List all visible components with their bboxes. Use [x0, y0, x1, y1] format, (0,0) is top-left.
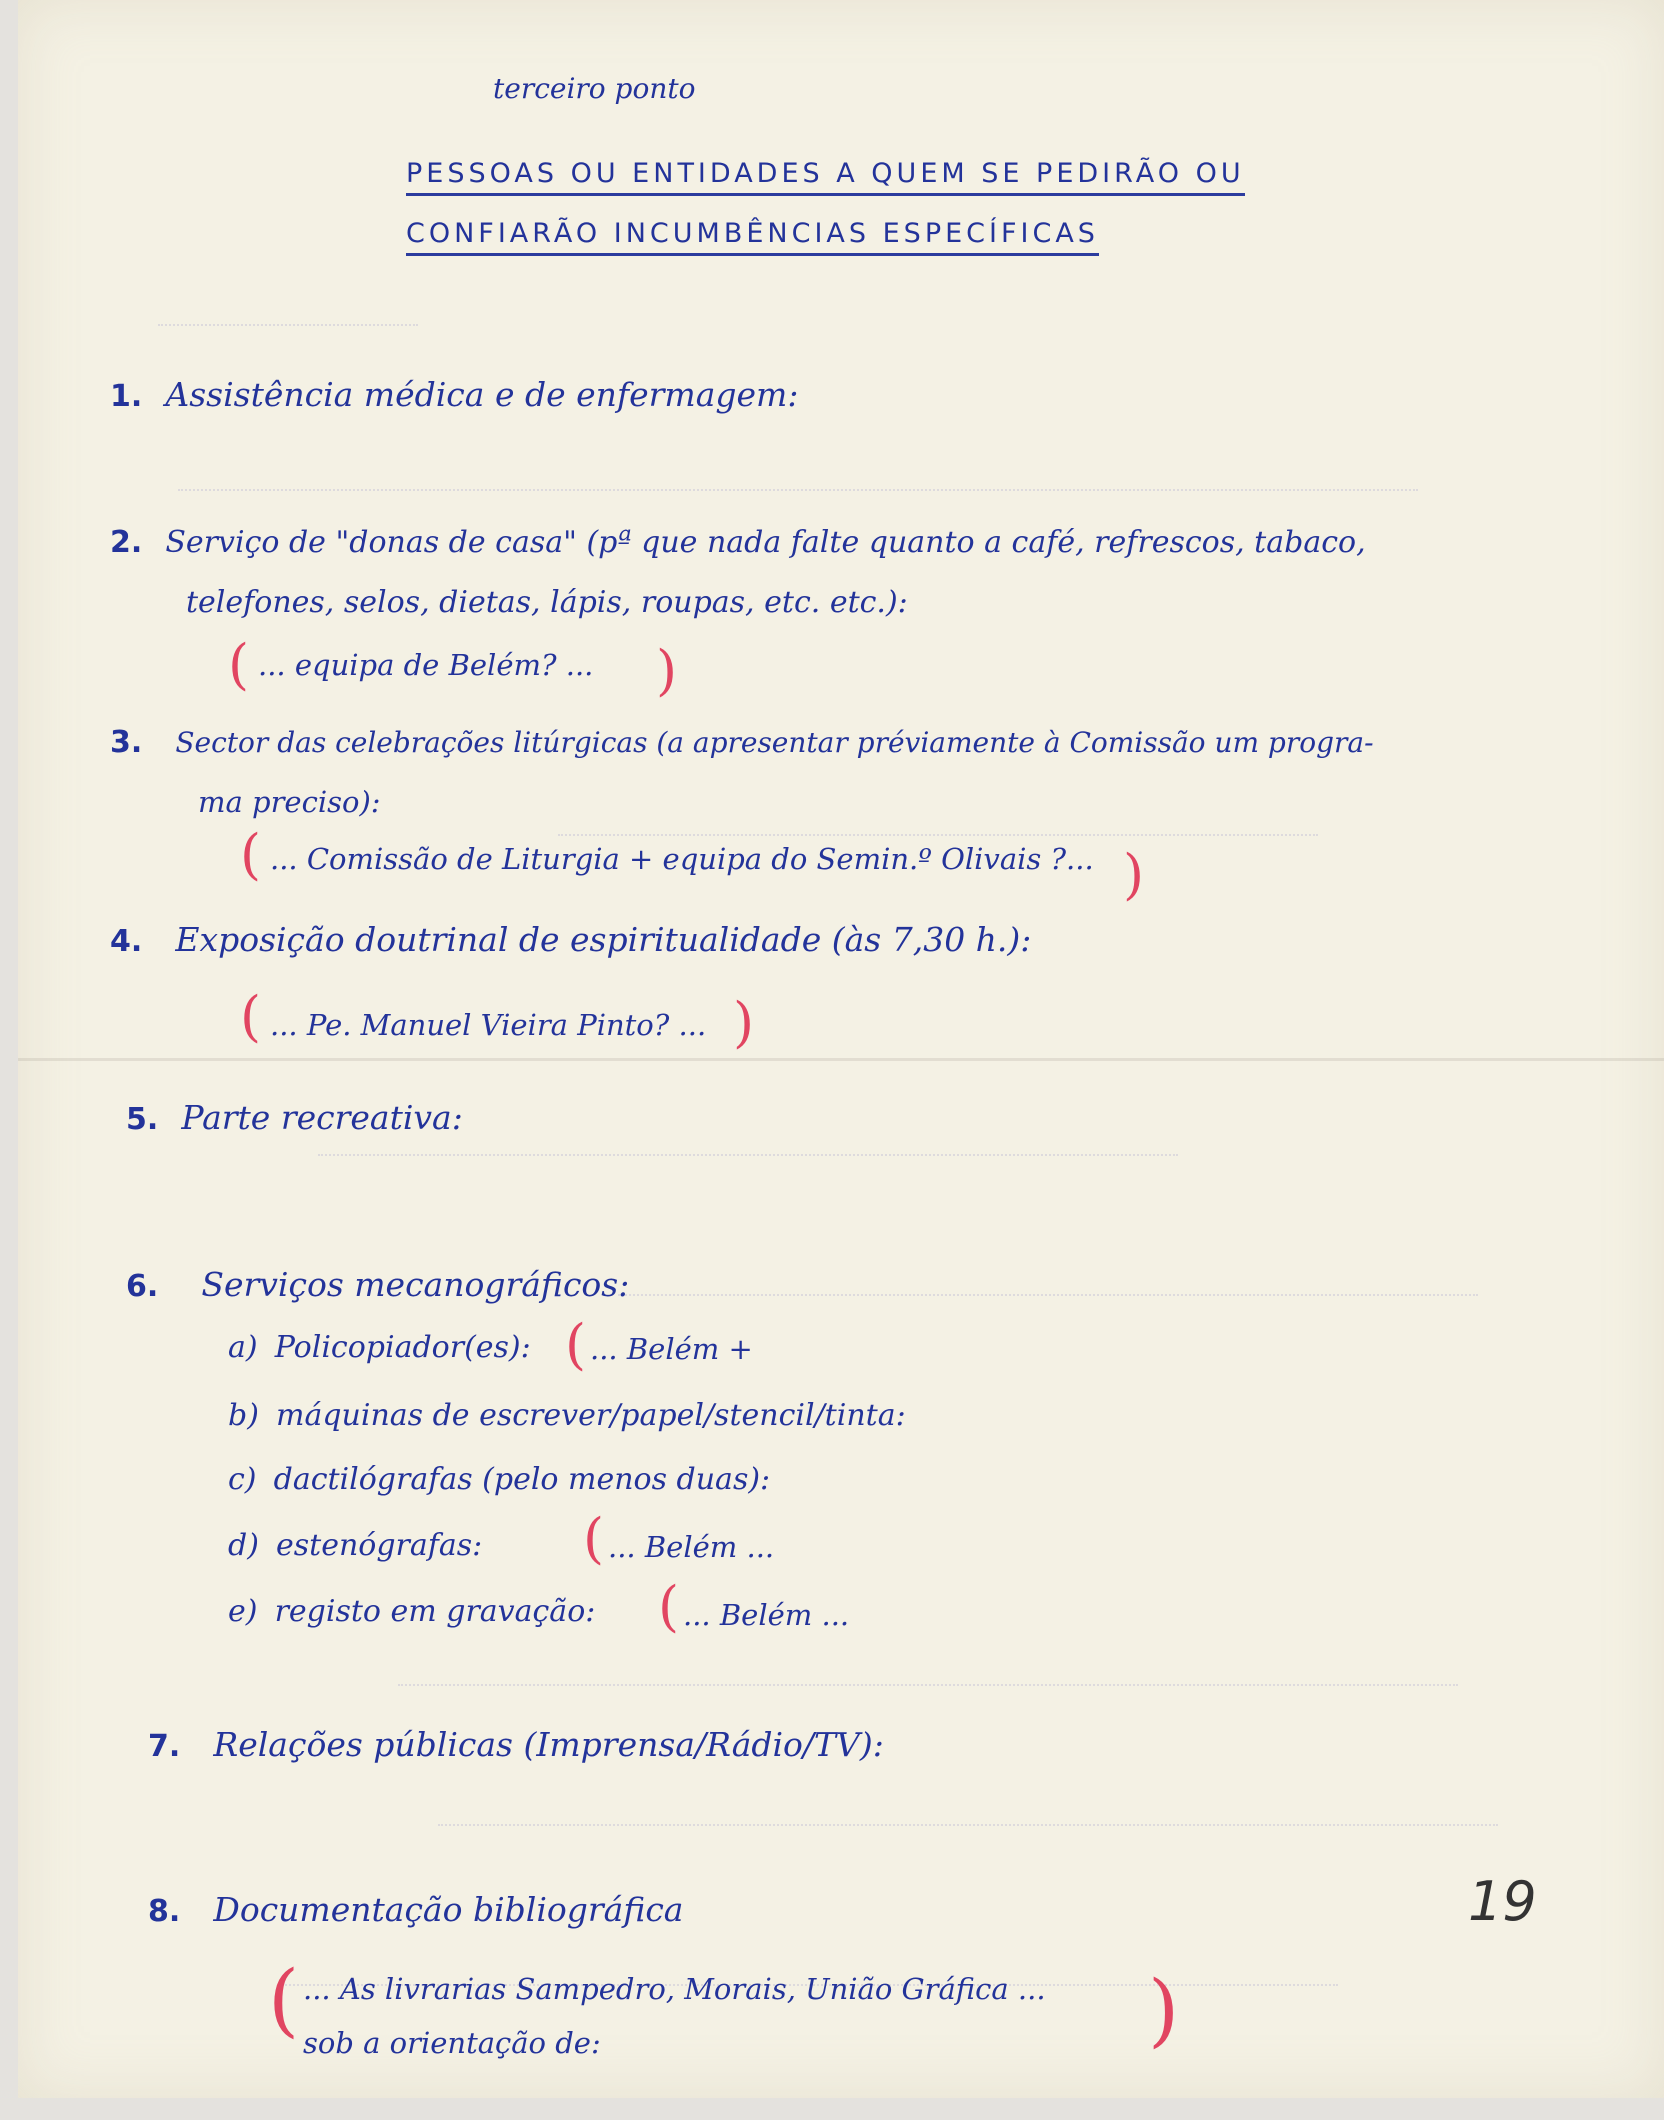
- list-item-2-continuation: telefones, selos, dietas, lápis, roupas, etc. etc.):: [186, 585, 908, 620]
- document-subtitle: terceiro ponto: [493, 72, 696, 105]
- document-page: [18, 0, 1664, 2098]
- bleed-through-texture: [558, 810, 1318, 836]
- item-number: 5.: [126, 1102, 159, 1137]
- red-bracket-open: (: [583, 1507, 605, 1570]
- subitem-e-note: ... Belém ...: [683, 1598, 850, 1632]
- red-bracket-open: (: [565, 1313, 587, 1376]
- item-text: Parte recreativa:: [181, 1098, 463, 1137]
- item-text: Serviço de "donas de casa" (pª que nada falte quanto a café, refrescos, tabaco,: [165, 525, 1366, 560]
- item-number: 6.: [126, 1269, 159, 1304]
- list-item-2: [110, 525, 1366, 560]
- item-text: Sector das celebrações litúrgicas (a apresentar préviamente à Comissão um progra-: [175, 726, 1374, 759]
- list-item-3-continuation: ma preciso):: [198, 785, 381, 819]
- subitem-letter: b): [228, 1398, 259, 1433]
- fold-crease: [18, 1058, 1664, 1061]
- red-bracket-open: (: [658, 1575, 680, 1638]
- list-item-1: [110, 375, 798, 414]
- item-text: Serviços mecanográficos:: [201, 1265, 630, 1304]
- subitem-text: Policopiador(es):: [274, 1330, 531, 1365]
- red-bracket-close: ): [1148, 1963, 1180, 2056]
- red-bracket-open: (: [240, 823, 262, 886]
- red-bracket-open: (: [228, 633, 250, 696]
- item-4-note: ... Pe. Manuel Vieira Pinto? ...: [270, 1008, 707, 1042]
- list-item-4: [110, 920, 1031, 959]
- subitem-text: dactilógrafas (pelo menos duas):: [273, 1462, 771, 1497]
- subitem-d-note: ... Belém ...: [608, 1530, 775, 1564]
- page-number: 19: [1468, 1870, 1537, 1933]
- red-bracket-close: ): [733, 991, 755, 1054]
- bleed-through-texture: [398, 1660, 1458, 1686]
- bleed-through-texture: [618, 1270, 1478, 1296]
- list-item-8: [148, 1890, 683, 1929]
- subitem-d: [228, 1528, 482, 1563]
- red-bracket-close: ): [656, 639, 678, 702]
- red-bracket-close: ): [1123, 843, 1145, 906]
- subitem-c: [228, 1462, 770, 1497]
- document-title-line-1: PESSOAS OU ENTIDADES A QUEM SE PEDIRÃO OU: [406, 158, 1245, 196]
- subitem-letter: d): [228, 1528, 259, 1563]
- subitem-a-note: ... Belém +: [590, 1332, 753, 1366]
- subitem-e: [228, 1594, 595, 1629]
- item-3-note: ... Comissão de Liturgia + equipa do Semin.º Olivais ?...: [270, 842, 1094, 876]
- red-bracket-open: (: [240, 985, 262, 1048]
- list-item-5: [126, 1098, 463, 1137]
- bleed-through-texture: [438, 1800, 1498, 1826]
- subitem-text: estenógrafas:: [276, 1528, 483, 1563]
- list-item-3: [110, 725, 1374, 760]
- item-text: Exposição doutrinal de espiritualidade (às 7,30 h.):: [175, 920, 1032, 959]
- item-number: 2.: [110, 525, 143, 560]
- subitem-letter: e): [228, 1594, 258, 1629]
- item-2-note: ... equipa de Belém? ...: [258, 648, 594, 682]
- item-number: 7.: [148, 1729, 181, 1764]
- list-item-7: [148, 1725, 884, 1764]
- item-8-note-line-2: sob a orientação de:: [303, 2026, 601, 2060]
- red-bracket-open: (: [268, 1953, 300, 2046]
- document-title-line-2: CONFIARÃO INCUMBÊNCIAS ESPECÍFICAS: [406, 218, 1099, 256]
- item-number: 3.: [110, 725, 143, 760]
- subitem-a: [228, 1330, 531, 1365]
- bleed-through-texture: [178, 465, 1418, 491]
- subitem-text: registo em gravação:: [274, 1594, 596, 1629]
- item-number: 4.: [110, 924, 143, 959]
- item-text: Assistência médica e de enfermagem:: [165, 375, 799, 414]
- subitem-letter: a): [228, 1330, 258, 1365]
- bleed-through-texture: [158, 300, 418, 326]
- item-8-note: ... As livrarias Sampedro, Morais, União Gráfica ...: [303, 1972, 1046, 2006]
- list-item-6: [126, 1265, 629, 1304]
- subitem-b: [228, 1398, 906, 1433]
- item-text: Documentação bibliográfica: [213, 1890, 684, 1929]
- item-number: 8.: [148, 1894, 181, 1929]
- subitem-letter: c): [228, 1462, 257, 1497]
- subitem-text: máquinas de escrever/papel/stencil/tinta:: [276, 1398, 906, 1433]
- item-number: 1.: [110, 379, 143, 414]
- item-text: Relações públicas (Imprensa/Rádio/TV):: [213, 1725, 884, 1764]
